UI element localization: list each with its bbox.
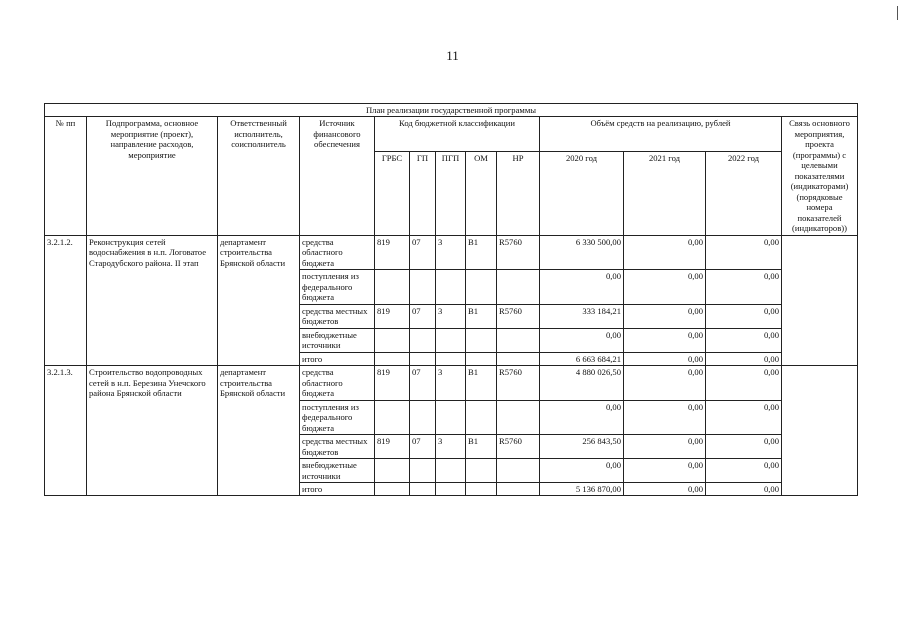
program-plan-table bbox=[44, 103, 858, 496]
np-cell: R5760 bbox=[497, 304, 540, 328]
value-2021: 0,00 bbox=[624, 366, 706, 400]
source-cell: внебюджетные источники bbox=[300, 328, 375, 352]
grbs-cell bbox=[375, 400, 410, 434]
header-grbs: ГРБС bbox=[375, 152, 410, 235]
om-cell bbox=[466, 328, 497, 352]
total-2022: 0,00 bbox=[706, 352, 782, 365]
pgp-cell: 3 bbox=[436, 235, 466, 269]
source-cell: поступления из федерального бюджета bbox=[300, 400, 375, 434]
value-2020: 0,00 bbox=[540, 328, 624, 352]
header-executor: Ответственный исполнитель, соисполнитель bbox=[218, 117, 300, 235]
source-cell: средства областного бюджета bbox=[300, 366, 375, 400]
value-2021: 0,00 bbox=[624, 304, 706, 328]
value-2022: 0,00 bbox=[706, 459, 782, 483]
gp-cell bbox=[410, 270, 436, 304]
pgp-cell: 3 bbox=[436, 304, 466, 328]
source-cell: внебюджетные источники bbox=[300, 459, 375, 483]
value-2021: 0,00 bbox=[624, 235, 706, 269]
header-pgp: ПГП bbox=[436, 152, 466, 235]
value-2022: 0,00 bbox=[706, 328, 782, 352]
gp-cell bbox=[410, 328, 436, 352]
om-cell: В1 bbox=[466, 366, 497, 400]
header-num: № пп bbox=[45, 117, 87, 235]
np-cell bbox=[497, 400, 540, 434]
grbs-cell: 819 bbox=[375, 235, 410, 269]
om-cell bbox=[466, 270, 497, 304]
gp-cell: 07 bbox=[410, 366, 436, 400]
om-cell: В1 bbox=[466, 304, 497, 328]
header-source: Источник финансового обеспечения bbox=[300, 117, 375, 235]
table-row bbox=[45, 366, 858, 400]
header-2021: 2021 год bbox=[624, 152, 706, 235]
section-executor: департамент строительства Брянской области bbox=[218, 235, 300, 365]
np-cell bbox=[497, 328, 540, 352]
section-executor: департамент строительства Брянской области bbox=[218, 366, 300, 496]
link-cell bbox=[782, 366, 858, 496]
np-cell bbox=[497, 459, 540, 483]
section-num: 3.2.1.3. bbox=[45, 366, 87, 496]
value-2020: 4 880 026,50 bbox=[540, 366, 624, 400]
value-2020: 6 330 500,00 bbox=[540, 235, 624, 269]
value-2022: 0,00 bbox=[706, 366, 782, 400]
np-cell: R5760 bbox=[497, 435, 540, 459]
om-cell bbox=[466, 459, 497, 483]
header-subprogram: Подпрограмма, основное мероприятие (проект), направление расходов, мероприятие bbox=[87, 117, 218, 235]
value-2022: 0,00 bbox=[706, 435, 782, 459]
total-label: итого bbox=[300, 482, 375, 495]
value-2022: 0,00 bbox=[706, 304, 782, 328]
source-cell: средства областного бюджета bbox=[300, 235, 375, 269]
grbs-cell: 819 bbox=[375, 435, 410, 459]
total-2022: 0,00 bbox=[706, 482, 782, 495]
table-title: План реализации государственной программы bbox=[45, 104, 858, 117]
value-2022: 0,00 bbox=[706, 235, 782, 269]
total-2021: 0,00 bbox=[624, 352, 706, 365]
gp-cell bbox=[410, 400, 436, 434]
gp-cell: 07 bbox=[410, 304, 436, 328]
value-2020: 0,00 bbox=[540, 459, 624, 483]
gp-cell: 07 bbox=[410, 435, 436, 459]
pgp-cell bbox=[436, 328, 466, 352]
page-number: 11 bbox=[446, 48, 459, 63]
pgp-cell bbox=[436, 459, 466, 483]
grbs-cell bbox=[375, 459, 410, 483]
source-cell: средства местных бюджетов bbox=[300, 304, 375, 328]
value-2021: 0,00 bbox=[624, 270, 706, 304]
grbs-cell bbox=[375, 270, 410, 304]
source-cell: поступления из федерального бюджета bbox=[300, 270, 375, 304]
value-2020: 256 843,50 bbox=[540, 435, 624, 459]
header-link: Связь основного мероприятия, проекта (программы) с целевыми показателями (индикаторами) (порядковые номера показателей (индикаторов)) bbox=[782, 117, 858, 235]
gp-cell: 07 bbox=[410, 235, 436, 269]
np-cell: R5760 bbox=[497, 235, 540, 269]
table-title-row bbox=[45, 104, 858, 117]
np-cell bbox=[497, 270, 540, 304]
value-2021: 0,00 bbox=[624, 400, 706, 434]
value-2020: 0,00 bbox=[540, 400, 624, 434]
link-cell bbox=[782, 235, 858, 365]
header-om: ОМ bbox=[466, 152, 497, 235]
total-label: итого bbox=[300, 352, 375, 365]
section-name: Строительство водопроводных сетей в н.п. Березина Унечского района Брянской области bbox=[87, 366, 218, 496]
value-2021: 0,00 bbox=[624, 435, 706, 459]
page-edge-mark bbox=[897, 6, 898, 20]
value-2021: 0,00 bbox=[624, 459, 706, 483]
header-gp: ГП bbox=[410, 152, 436, 235]
source-cell: средства местных бюджетов bbox=[300, 435, 375, 459]
grbs-cell bbox=[375, 328, 410, 352]
value-2022: 0,00 bbox=[706, 400, 782, 434]
header-row-top bbox=[45, 117, 858, 152]
section-num: 3.2.1.2. bbox=[45, 235, 87, 365]
section-name: Реконструкция сетей водоснабжения в н.п. Логоватое Стародубского района. II этап bbox=[87, 235, 218, 365]
header-2020: 2020 год bbox=[540, 152, 624, 235]
value-2021: 0,00 bbox=[624, 328, 706, 352]
value-2020: 333 184,21 bbox=[540, 304, 624, 328]
header-2022: 2022 год bbox=[706, 152, 782, 235]
total-2021: 0,00 bbox=[624, 482, 706, 495]
table-row bbox=[45, 235, 858, 269]
grbs-cell: 819 bbox=[375, 304, 410, 328]
value-2020: 0,00 bbox=[540, 270, 624, 304]
gp-cell bbox=[410, 459, 436, 483]
grbs-cell: 819 bbox=[375, 366, 410, 400]
total-2020: 6 663 684,21 bbox=[540, 352, 624, 365]
om-cell: В1 bbox=[466, 435, 497, 459]
pgp-cell: 3 bbox=[436, 435, 466, 459]
total-2020: 5 136 870,00 bbox=[540, 482, 624, 495]
om-cell bbox=[466, 400, 497, 434]
header-budget-code: Код бюджетной классификации bbox=[375, 117, 540, 152]
om-cell: В1 bbox=[466, 235, 497, 269]
pgp-cell bbox=[436, 270, 466, 304]
pgp-cell bbox=[436, 400, 466, 434]
header-np: НР bbox=[497, 152, 540, 235]
header-volume: Объём средств на реализацию, рублей bbox=[540, 117, 782, 152]
value-2022: 0,00 bbox=[706, 270, 782, 304]
pgp-cell: 3 bbox=[436, 366, 466, 400]
np-cell: R5760 bbox=[497, 366, 540, 400]
